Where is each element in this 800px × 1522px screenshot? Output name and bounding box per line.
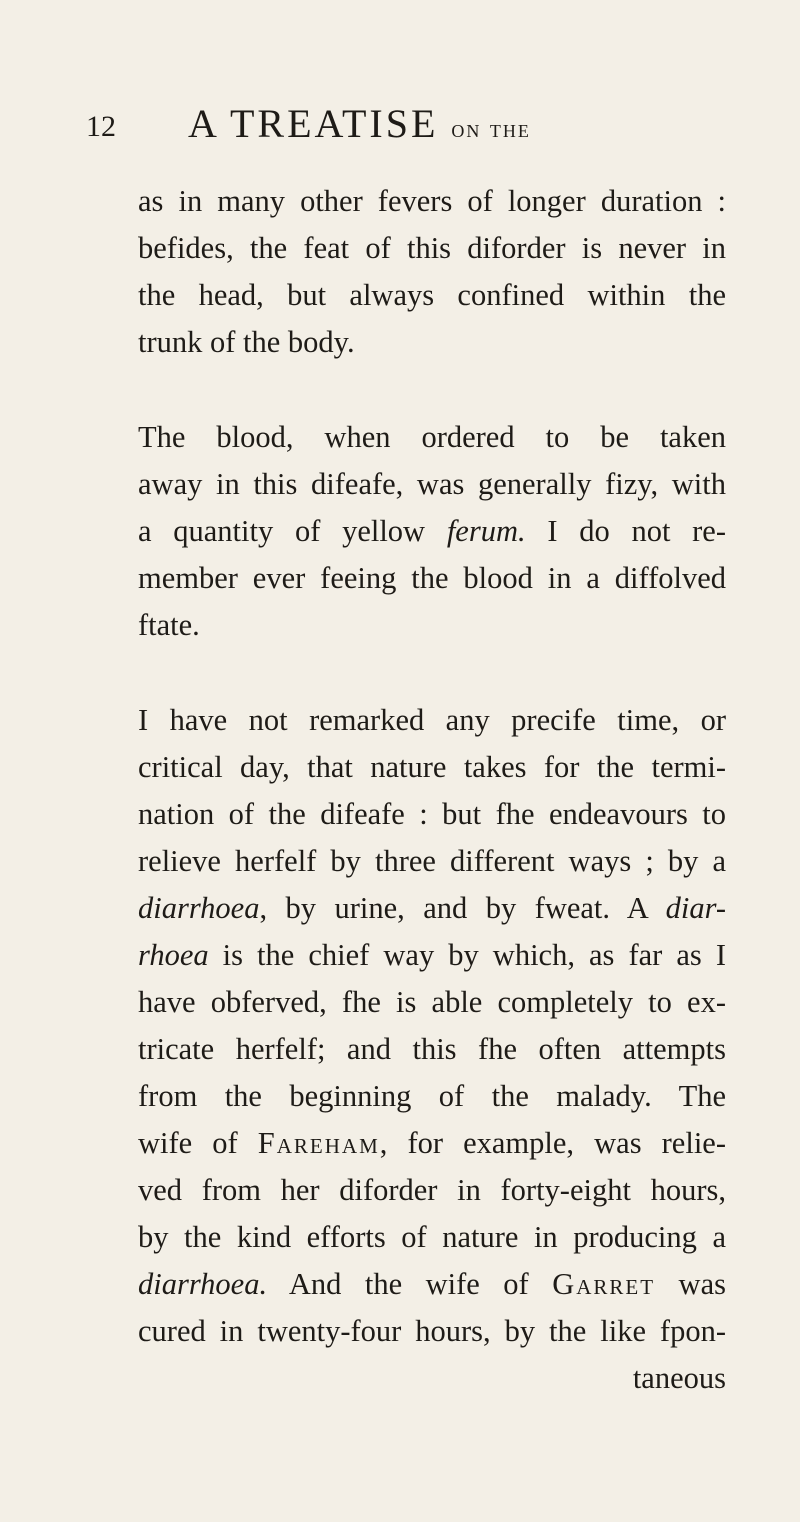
italic-text: rhoea — [138, 938, 209, 972]
paragraph — [138, 178, 726, 366]
text-run: member ever feeing the blood in a diffolved — [138, 561, 726, 595]
text-run: critical day, that nature takes for the termi- — [138, 750, 726, 784]
text-run: from the beginning of the malady. The — [138, 1079, 726, 1113]
text-run: wife of — [138, 1126, 258, 1160]
text-run: as in many other fevers of longer duration : — [138, 184, 726, 218]
text-run: the head, but always confined within the — [138, 278, 726, 312]
text-run: by the kind efforts of nature in producing a — [138, 1220, 726, 1254]
running-head-subtitle: on the — [451, 114, 531, 143]
text-run: was — [655, 1267, 726, 1301]
text-run: relieve herfelf by three different ways ; by a — [138, 844, 726, 878]
text-run: trunk of the body. — [138, 325, 355, 359]
paragraph — [138, 697, 726, 1402]
text-line — [138, 414, 726, 461]
paragraph — [138, 414, 726, 649]
text-run: cured in twenty-four hours, by the like fpon- — [138, 1314, 726, 1348]
text-line — [138, 461, 726, 508]
text-line — [138, 319, 726, 366]
running-head-title: A TREATISE — [188, 101, 439, 146]
text-line — [138, 979, 726, 1026]
text-line — [138, 1167, 726, 1214]
small-caps-name: Garret — [552, 1267, 656, 1301]
page-number: 12 — [86, 110, 116, 143]
text-line — [138, 225, 726, 272]
text-line — [138, 1261, 726, 1308]
italic-text: diarrhoea. — [138, 1267, 268, 1301]
italic-text: diarrhoea — [138, 891, 260, 925]
text-line — [138, 744, 726, 791]
text-line — [138, 838, 726, 885]
text-line — [138, 178, 726, 225]
text-run: , by urine, and by fweat. A — [259, 891, 666, 925]
text-line — [138, 932, 726, 979]
text-line — [138, 1026, 726, 1073]
text-line — [138, 885, 726, 932]
page-header — [86, 100, 726, 146]
text-line — [138, 1214, 726, 1261]
text-line — [138, 1120, 726, 1167]
text-run: I do not re- — [525, 514, 727, 548]
text-run: have obferved, fhe is able completely to ex- — [138, 985, 726, 1019]
text-run: I have not remarked any precife time, or — [138, 703, 726, 737]
text-line — [138, 602, 726, 649]
text-run: ftate. — [138, 608, 200, 642]
text-run: , for example, was relie- — [379, 1126, 726, 1160]
text-run: And the wife of — [267, 1267, 553, 1301]
italic-text: diar- — [665, 891, 726, 925]
text-run: ved from her diforder in forty-eight hours, — [138, 1173, 726, 1207]
text-run: tricate herfelf; and this fhe often attempts — [138, 1032, 726, 1066]
text-line — [138, 791, 726, 838]
text-run: away in this difeafe, was generally fizy, with — [138, 467, 726, 501]
text-line — [138, 1073, 726, 1120]
text-run: nation of the difeafe : but fhe endeavours to — [138, 797, 726, 831]
catchword: taneous — [632, 1361, 726, 1395]
page-body — [138, 178, 726, 1402]
small-caps-name: Fareham — [257, 1126, 380, 1160]
text-line — [138, 555, 726, 602]
text-run: is the chief way by which, as far as I — [208, 938, 726, 972]
text-line — [138, 1308, 726, 1355]
running-head — [188, 100, 531, 147]
text-run: a quantity of yellow — [138, 514, 447, 548]
text-line — [138, 697, 726, 744]
text-run: befides, the feat of this diforder is never in — [138, 231, 726, 265]
text-run: The blood, when ordered to be taken — [138, 420, 726, 454]
text-line — [138, 272, 726, 319]
text-line — [138, 508, 726, 555]
italic-text: ferum. — [446, 514, 526, 548]
